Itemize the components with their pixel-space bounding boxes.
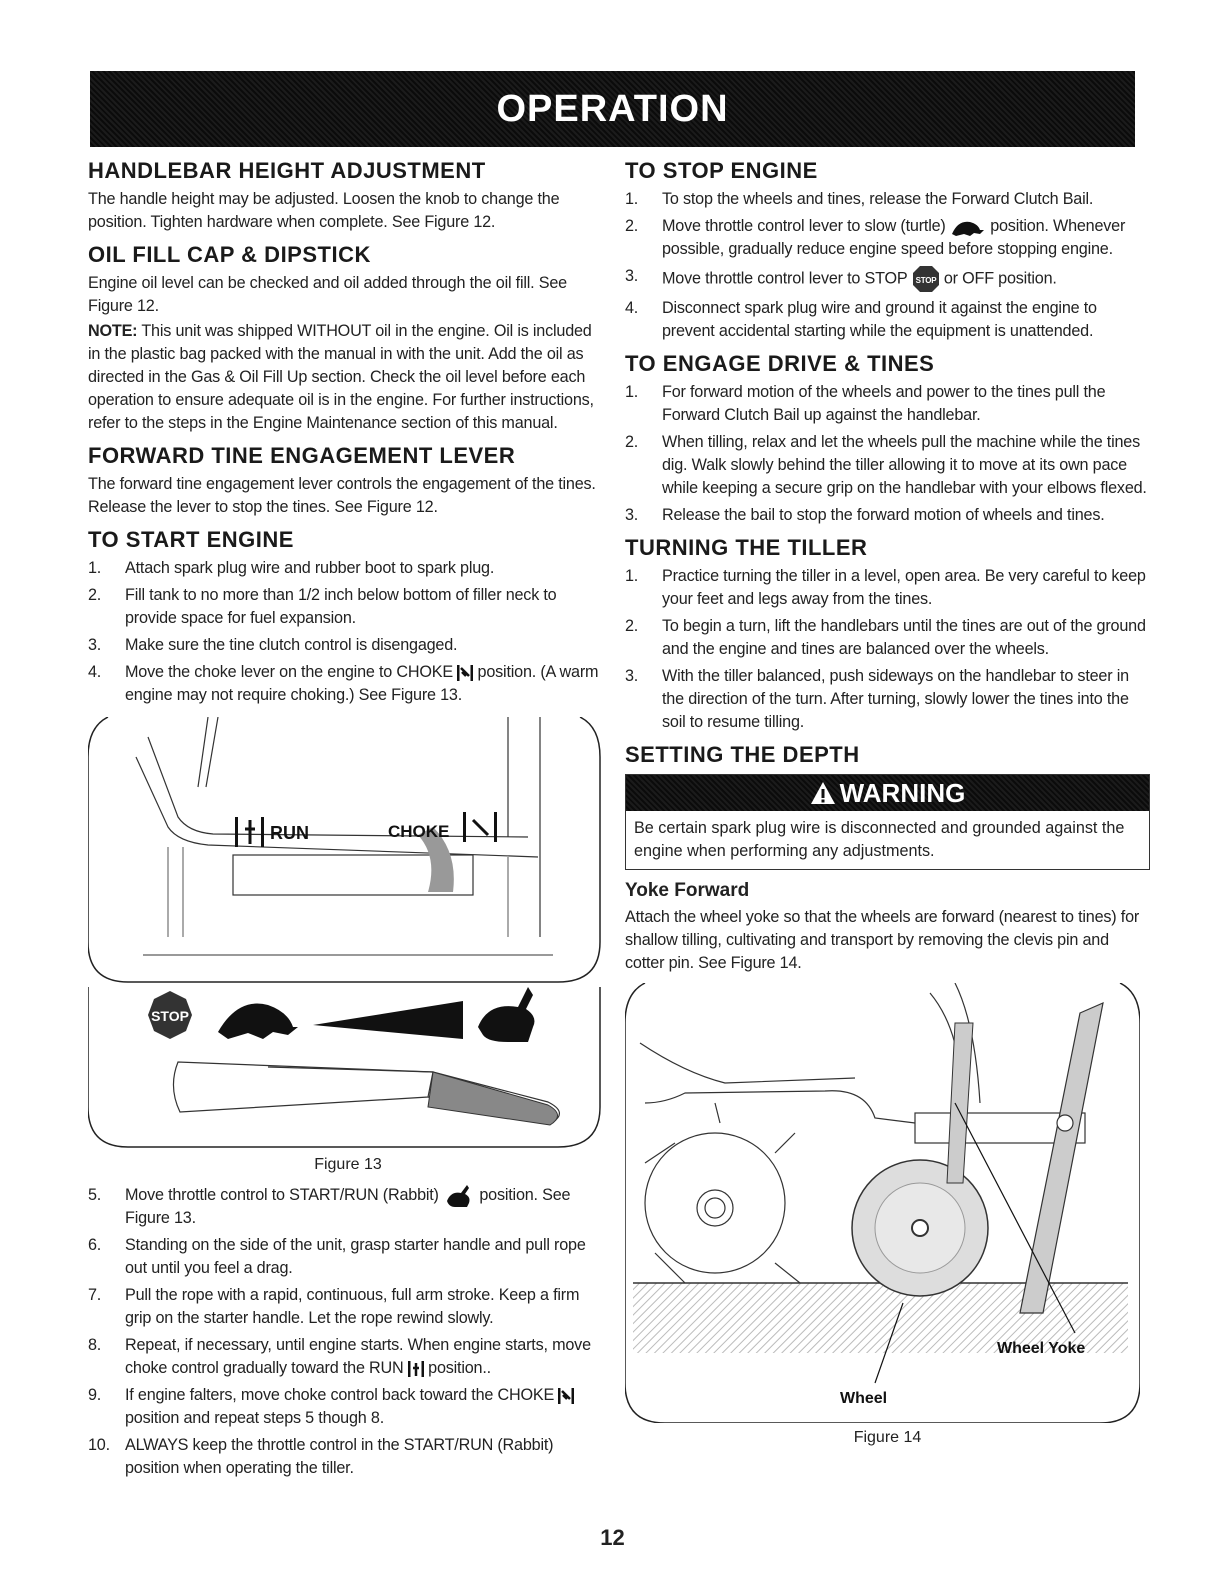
list-item: 3. With the tiller balanced, push sideways on the handlebar to steer in the direction of the turn. After turning, slowly lower the tines into the soil to resume tilling. [625, 667, 1129, 731]
list-item: 9. If engine falters, move choke control back toward the CHOKE position and repeat steps 5 though 8. [88, 1384, 608, 1430]
list-item: 8. Repeat, if necessary, until engine starts. When engine starts, move choke control gradually toward the RUN position.. [88, 1336, 591, 1377]
oil-heading: OIL FILL CAP & DIPSTICK [88, 242, 371, 267]
handlebar-heading: HANDLEBAR HEIGHT ADJUSTMENT [88, 158, 486, 183]
list-item: 3. Release the bail to stop the forward motion of wheels and tines. [625, 506, 1105, 524]
yoke-text: Attach the wheel yoke so that the wheels are forward (nearest to tines) for shallow tilling, cultivating and transport by removing the clevis pin and cotter pin. See Figure 14. [625, 908, 1140, 972]
forward-text: The forward tine engagement lever controls the engagement of the tines. Release the lever to stop the tines. See Figure 12. [88, 475, 596, 516]
list-item: 1. Attach spark plug wire and rubber boot to spark plug. [88, 559, 495, 577]
turtle-icon [950, 218, 986, 236]
list-item: 3. Move throttle control lever to STOP STOP or OFF position. [625, 265, 1150, 293]
list-item: 7. Pull the rope with a rapid, continuous, full arm stroke. Keep a firm grip on the starter handle. Let the rope rewind slowly. [88, 1286, 580, 1327]
list-item: 1. To stop the wheels and tines, release the Forward Clutch Bail. [625, 190, 1094, 208]
wheel-yoke-label: Wheel Yoke [997, 1340, 1086, 1357]
choke-icon [558, 1387, 574, 1405]
warning-header [626, 775, 1149, 811]
left-column [88, 150, 608, 1484]
figure-13-illustration [88, 717, 603, 987]
choke-label: CHOKE [388, 822, 450, 841]
oil-note [88, 320, 608, 435]
rabbit-icon [478, 987, 534, 1042]
list-item: 10. ALWAYS keep the throttle control in the START/RUN (Rabbit) position when operating the tiller. [88, 1436, 554, 1477]
start-steps-continued [88, 1184, 608, 1480]
stop-steps [625, 188, 1150, 343]
engage-heading: TO ENGAGE DRIVE & TINES [625, 351, 935, 376]
page-number: 12 [600, 1525, 625, 1550]
depth-heading: SETTING THE DEPTH [625, 742, 860, 767]
oil-text: Engine oil level can be checked and oil added through the oil fill. See Figure 12. [88, 274, 567, 315]
list-item: 6. Standing on the side of the unit, grasp starter handle and pull rope out until you feel a drag. [88, 1236, 586, 1277]
list-item: 2. To begin a turn, lift the handlebars until the tines are out of the ground and the engine and tines are balanced over the wheels. [625, 617, 1146, 658]
run-label: RUN [270, 823, 309, 843]
turning-steps [625, 565, 1150, 734]
warning-box [625, 774, 1150, 870]
stop-label: STOP [151, 1008, 189, 1024]
list-item: 3. Make sure the tine clutch control is disengaged. [88, 636, 458, 654]
yoke-heading: Yoke Forward [625, 880, 750, 901]
banner-title: OPERATION [496, 87, 729, 130]
right-column [625, 150, 1150, 1447]
warning-icon [810, 781, 836, 805]
figure-13-lower [88, 987, 603, 1152]
rabbit-icon [443, 1185, 475, 1207]
list-item: 4. Move the choke lever on the engine to CHOKE position. (A warm engine may not require choking.) See Figure 13. [88, 663, 599, 704]
start-heading: TO START ENGINE [88, 527, 294, 552]
choke-icon [457, 664, 473, 682]
run-icon [408, 1360, 424, 1378]
list-item: 1. For forward motion of the wheels and power to the tines pull the Forward Clutch Bail up against the handlebar. [625, 383, 1106, 424]
note-text: This unit was shipped WITHOUT oil in the engine. Oil is included in the plastic bag packed with the manual in with the unit. Add the oil as directed in the Gas & Oil Fill Up section. Check the oil level before each operation to ensure adequate oil is in the engine. For further instructions, refer to the steps in the Engine Maintenance section of this manual. [88, 322, 594, 432]
wheel-label: Wheel [840, 1390, 888, 1407]
svg-text:STOP: STOP [915, 276, 936, 285]
section-banner [90, 71, 1135, 147]
start-steps [88, 557, 608, 707]
handlebar-text: The handle height may be adjusted. Loosen the knob to change the position. Tighten hardware when complete. See Figure 12. [88, 190, 560, 231]
figure-14-caption: Figure 14 [853, 1429, 922, 1446]
list-item: 2. Move throttle control lever to slow (turtle) position. Whenever possible, gradually reduce engine speed before stopping engine. [625, 217, 1126, 258]
figure-13-caption: Figure 13 [314, 1156, 382, 1173]
stop-icon [912, 265, 940, 293]
list-item: 2. Fill tank to no more than 1/2 inch below bottom of filler neck to provide space for fuel expansion. [88, 586, 557, 627]
warning-title: WARNING [839, 777, 966, 808]
list-item: 4. Disconnect spark plug wire and ground it against the engine to prevent accidental starting while the equipment is unattended. [625, 299, 1097, 340]
figure-13-throttle [88, 987, 603, 1152]
warning-text: Be certain spark plug wire is disconnected and grounded against the engine when performing any adjustments. [634, 819, 1125, 860]
list-item: 1. Practice turning the tiller in a level, open area. Be very careful to keep your feet and legs away from the tines. [625, 567, 1146, 608]
turtle-icon [218, 1004, 298, 1039]
turning-heading: TURNING THE TILLER [625, 535, 868, 560]
stop-heading: TO STOP ENGINE [625, 158, 818, 183]
figure-13 [88, 717, 603, 987]
forward-heading: FORWARD TINE ENGAGEMENT LEVER [88, 443, 516, 468]
list-item: 2. When tilling, relax and let the wheels pull the machine while the tines dig. Walk slowly behind the tiller allowing it to move at its own pace while keeping a secure grip on the handlebar with your elbows flexed. [625, 433, 1147, 497]
list-item: 5. Move throttle control to START/RUN (Rabbit) position. See Figure 13. [88, 1186, 571, 1227]
figure-14-illustration [625, 983, 1140, 1423]
note-label: NOTE: [88, 322, 138, 340]
engage-steps [625, 381, 1150, 527]
figure-14 [625, 983, 1140, 1423]
